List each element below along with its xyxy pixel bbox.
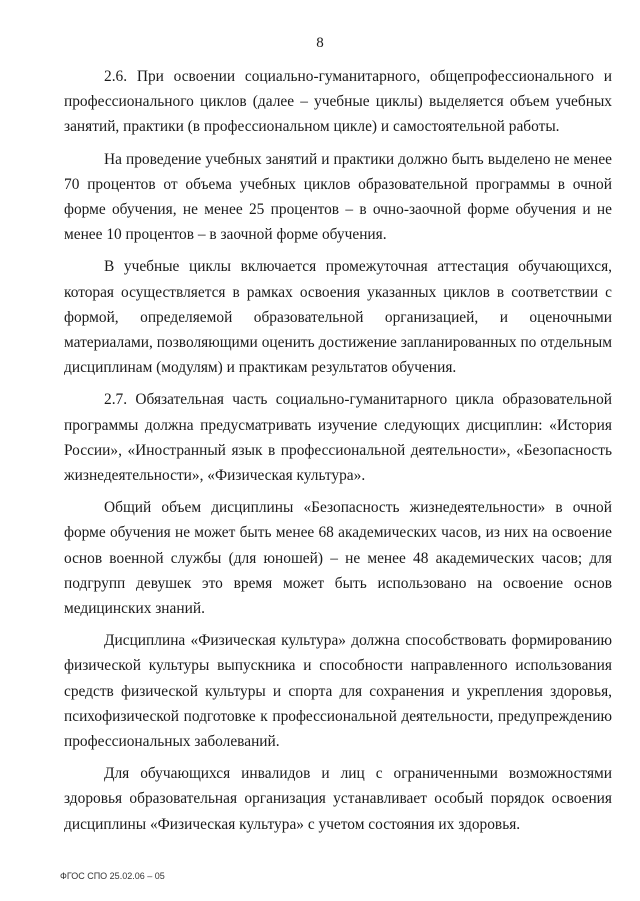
page-number: 8 [316,35,324,51]
document-footer: ФГОС СПО 25.02.06 – 05 [60,871,165,881]
paragraph-life-safety: Общий объем дисциплины «Безопасность жизнедеятельности» в очной форме обучения не может быть менее 68 академических часов, из них на освоение основ военной службы (для юношей) – не менее 48 академических часов; для подгрупп девушек это время может быть использовано на освоение основ медицинских знаний. [64,499,612,618]
paragraph-2-7: 2.7. Обязательная часть социально-гуманитарного цикла образовательной программы должна предусматривать изучение следующих дисциплин: «История России», «Иностранный язык в профессиональной деятельности», «Безопасность жизнедеятельности», «Физическая культура». [64,391,612,485]
paragraph-physical-culture: Дисциплина «Физическая культура» должна способствовать формированию физической культуры выпускника и способности направленного использования средств физической культуры и спорта для сохранения и укрепления здоровья, психофизической подготовке к профессиональной деятельности, предупреждению профессиональных заболеваний. [64,632,612,751]
paragraph-disabled-students: Для обучающихся инвалидов и лиц с ограниченными возможностями здоровья образовательная организация устанавливает особый порядок освоения дисциплины «Физическая культура» с учетом состояния их здоровья. [64,765,612,833]
document-body [64,64,612,844]
paragraph-study-hours: На проведение учебных занятий и практики должно быть выделено не менее 70 процентов от объема учебных циклов образовательной программы в очной форме обучения, не менее 25 процентов – в очно-заочной форме обучения и не менее 10 процентов – в заочной форме обучения. [64,150,612,244]
paragraph-attestation: В учебные циклы включается промежуточная аттестация обучающихся, которая осуществляется в рамках освоения указанных циклов в соответствии с формой, определяемой образовательной организацией, и оценочными материалами, позволяющими оценить достижение запланированных по отдельным дисциплинам (модулям) и практикам результатов обучения. [64,258,612,377]
paragraph-2-6: 2.6. При освоении социально-гуманитарного, общепрофессионального и профессионального циклов (далее – учебные циклы) выделяется объем учебных занятий, практики (в профессиональном цикле) и самостоятельной работы. [64,68,612,136]
